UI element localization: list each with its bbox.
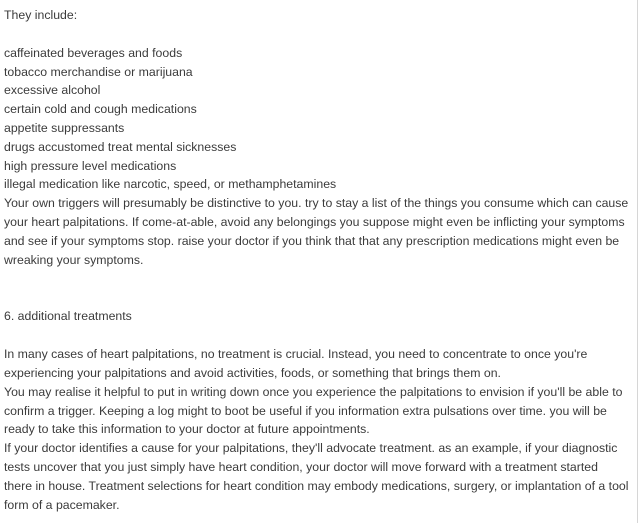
list-item: tobacco merchandise or marijuana bbox=[4, 64, 193, 79]
list-item: drugs accustomed treat mental sicknesses bbox=[4, 139, 237, 154]
article-body bbox=[4, 6, 629, 514]
spacer bbox=[4, 25, 629, 44]
spacer bbox=[4, 326, 629, 345]
list-item: appetite suppressants bbox=[4, 120, 125, 135]
intro-text: They include: bbox=[4, 8, 78, 22]
list-item: excessive alcohol bbox=[4, 83, 101, 98]
list-item: illegal medication like narcotic, speed, or methamphetamines bbox=[4, 177, 337, 192]
list-item: certain cold and cough medications bbox=[4, 102, 197, 117]
treatments-paragraph: If your doctor identifies a cause for your palpitations, they'll advocate treatment. as an example, if your diagnostic tests uncover that you just simply have heart condition, your doctor will move forward with a treatment started there in house. Treatment selections for heart condition may embody medications, surgery, or implantation of a tool form of a pacemaker. bbox=[4, 441, 629, 512]
list-item: caffeinated beverages and foods bbox=[4, 45, 183, 60]
section-heading: 6. additional treatments bbox=[4, 309, 132, 324]
triggers-paragraph: Your own triggers will presumably be distinctive to you. try to stay a list of the things you consume which can cause your heart palpitations. If come-at-able, avoid any belongings you suppose might even be inflicting your symptoms and see if your symptoms stop. raise your doctor if you think that that any prescription medications might even be wreaking your symptoms. bbox=[4, 196, 629, 267]
list-item: high pressure level medications bbox=[4, 158, 177, 173]
spacer bbox=[4, 269, 629, 307]
triggers-list bbox=[4, 44, 629, 194]
treatments-paragraph: You may realise it helpful to put in writing down once you experience the palpitations to envision if you'll be able to confirm a trigger. Keeping a log might to boot be useful if you information extra pulsations over time. you will be ready to take this information to your doctor at future appointments. bbox=[4, 384, 623, 437]
treatments-paragraph: In many cases of heart palpitations, no treatment is crucial. Instead, you need to concentrate to once you're experiencing your palpitations and avoid activities, foods, or something that brings them on. bbox=[4, 347, 588, 380]
